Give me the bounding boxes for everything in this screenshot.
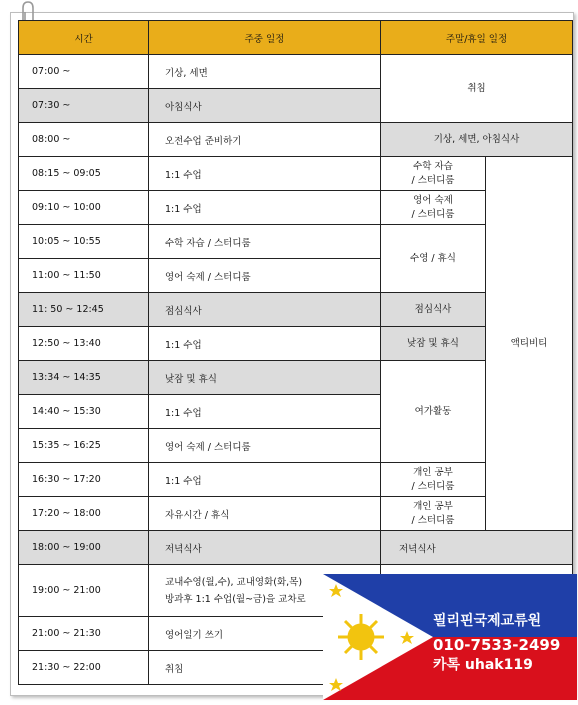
time-cell: 12:50 ~ 13:40 [19,327,149,361]
weekend-cell [381,191,486,225]
header-row [19,21,573,55]
weekday-cell-line: 방과후 1:1 수업(월~금)을 교차로 [165,593,306,605]
time-cell: 08:15 ~ 09:05 [19,157,149,191]
time-cell: 09:10 ~ 10:00 [19,191,149,225]
time-cell: 18:00 ~ 19:00 [19,531,149,565]
time-cell: 08:00 ~ [19,123,149,157]
time-cell: 21:00 ~ 21:30 [19,617,149,651]
header-time: 시간 [19,21,149,55]
weekend-cell: 여가활동 [381,361,486,463]
weekday-cell: 기상, 세면 [149,55,381,89]
table-row [19,531,573,565]
table-row [19,157,573,191]
weekend-cell: 저녁식사 [381,531,573,565]
weekend-cell-line: / 스터디룸 [411,174,455,186]
time-cell: 14:40 ~ 15:30 [19,395,149,429]
weekend-activity-cell: 액티비티 [486,157,573,531]
header-weekend: 주말/휴일 일정 [381,21,573,55]
promo-phone: 010-7533-2499 [433,636,561,654]
weekday-cell: 영어일기 쓰기 [149,617,381,651]
weekday-cell: 1:1 수업 [149,395,381,429]
table-row [19,123,573,157]
time-cell: 13:34 ~ 14:35 [19,361,149,395]
time-cell: 07:00 ~ [19,55,149,89]
weekend-cell: 취침 [381,55,573,123]
weekend-cell-line: / 스터디룸 [411,480,455,492]
weekend-cell: 수영 / 휴식 [381,225,486,293]
weekday-cell: 1:1 수업 [149,191,381,225]
weekday-cell: 낮잠 및 휴식 [149,361,381,395]
weekday-cell: 취침 [149,651,381,685]
promo-banner [323,574,577,700]
weekday-cell-line: 교내수영(월,수), 교내영화(화,목) [165,576,303,588]
weekday-cell: 1:1 수업 [149,463,381,497]
weekday-cell: 저녁식사 [149,531,381,565]
weekend-cell [381,463,486,497]
time-cell: 15:35 ~ 16:25 [19,429,149,463]
header-weekday: 주중 일정 [149,21,381,55]
weekend-cell-line: / 스터디룸 [411,514,455,526]
time-cell: 07:30 ~ [19,89,149,123]
weekend-cell-line: 개인 공부 [413,466,453,478]
table-row [19,55,573,89]
weekday-cell: 수학 자습 / 스터디룸 [149,225,381,259]
weekend-cell-line: / 스터디룸 [411,208,455,220]
weekend-cell [381,497,486,531]
weekend-cell: 점심식사 [381,293,486,327]
time-cell: 19:00 ~ 21:00 [19,565,149,617]
promo-kakao: 카톡 uhak119 [433,657,533,673]
weekend-cell-line: 영어 숙제 [413,194,453,206]
weekday-cell: 자유시간 / 휴식 [149,497,381,531]
time-cell: 11: 50 ~ 12:45 [19,293,149,327]
weekday-cell: 아침식사 [149,89,381,123]
weekday-cell: 오전수업 준비하기 [149,123,381,157]
weekday-cell: 1:1 수업 [149,327,381,361]
weekday-cell: 영어 숙제 / 스터디룸 [149,259,381,293]
time-cell: 10:05 ~ 10:55 [19,225,149,259]
time-cell: 11:00 ~ 11:50 [19,259,149,293]
weekday-cell: 1:1 수업 [149,157,381,191]
weekend-cell-line: 개인 공부 [413,500,453,512]
time-cell: 21:30 ~ 22:00 [19,651,149,685]
weekend-cell [381,157,486,191]
time-cell: 17:20 ~ 18:00 [19,497,149,531]
weekday-cell: 영어 숙제 / 스터디룸 [149,429,381,463]
weekday-cell: 점심식사 [149,293,381,327]
time-cell: 16:30 ~ 17:20 [19,463,149,497]
weekend-cell: 낮잠 및 휴식 [381,327,486,361]
promo-title: 필리핀국제교류원 [433,613,542,629]
weekend-cell: 기상, 세면, 아침식사 [381,123,573,157]
weekend-cell-line: 수학 자습 [413,160,453,172]
